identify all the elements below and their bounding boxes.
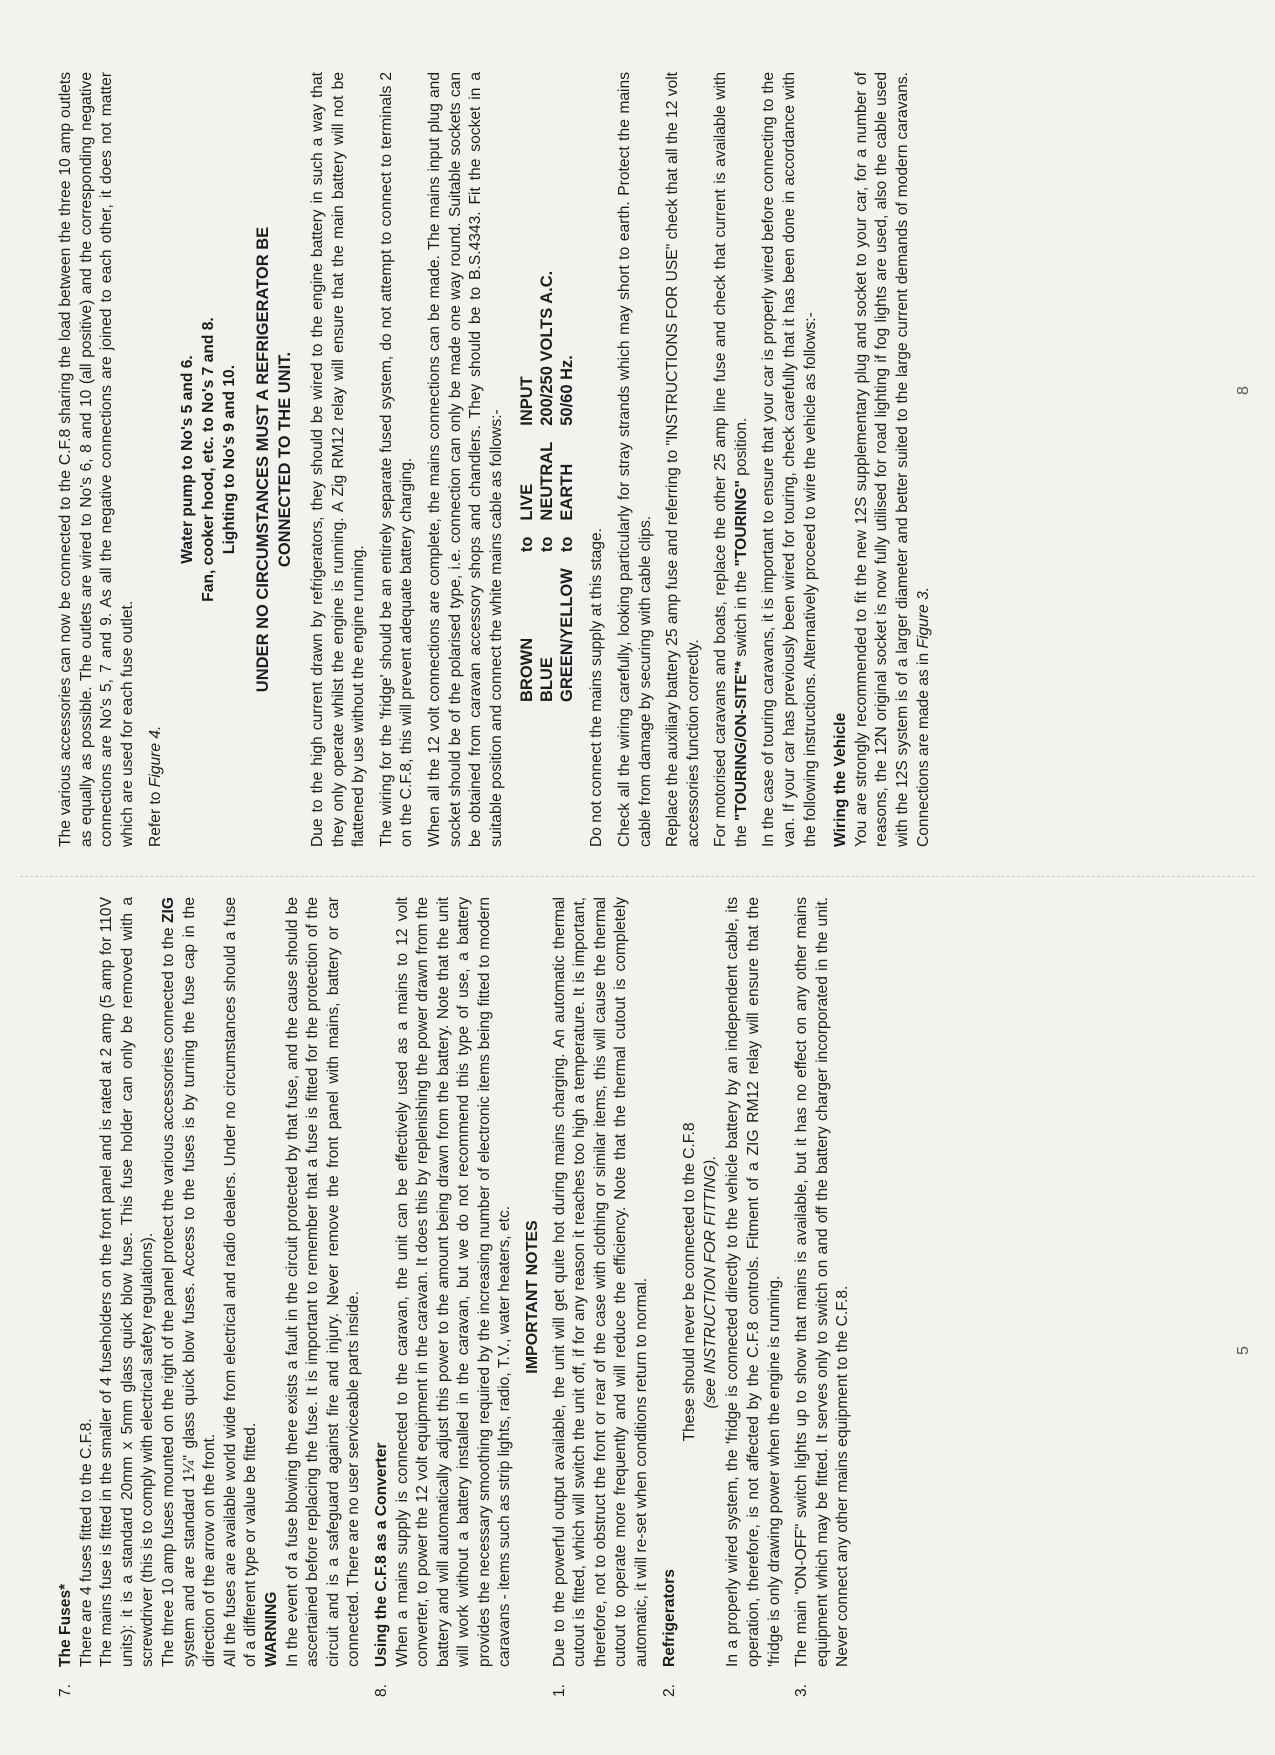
page-number: 5: [1235, 1346, 1252, 1355]
note-number: 1.: [550, 1683, 568, 1697]
section-title: Wiring the Vehicle: [832, 712, 850, 847]
left-column: [56, 897, 861, 1697]
paragraph: All the fuses are available world wide from electrical and radio dealers. Under no circumstances should a fuse of a different type or value be fitted.: [221, 897, 260, 1667]
mains-cable-table: [517, 255, 577, 702]
paragraph: There are 4 fuses fitted to the C.F.8.: [77, 1418, 95, 1667]
warning-title: WARNING: [262, 1591, 280, 1667]
connection-line: Fan, cooker hood, etc. to No's 7 and 8.: [199, 317, 217, 602]
note-reference: (see INSTRUCTION FOR FITTING).: [701, 1155, 719, 1409]
figure-reference: Refer to Figure 4.: [147, 725, 165, 847]
section-number: 7.: [57, 1683, 74, 1697]
paragraph: Do not connect the mains supply at this stage.: [588, 528, 606, 847]
paragraph: Due to the high current drawn by refrigerators, they should be wired to the engine battery in such a way that they only operate whilst the engine is running. A Zig RM12 relay will ensure that the main battery will not be flattened by use without the engine running.: [308, 72, 368, 847]
paragraph: In a properly wired system, the 'fridge is connected directly to the vehicle battery by an independent cable, its operation, therefore, is not affected by the C.F.8 controls. Fitment of a ZIG RM12 relay will ensure that the 'fridge is only drawing power when the engine is running.: [724, 897, 783, 1667]
note-number: 2.: [660, 1683, 678, 1697]
paragraph: The main "ON-OFF" switch lights up to show that mains is available, but it has no effect on any other mains equipment which may be fitted. It serves only to switch on and off the battery charger incorporated in the unit. Never connect any other mains equipment to the C.F.8.: [793, 897, 852, 1667]
connection-list: [177, 72, 240, 847]
connection-line: Lighting to No's 9 and 10.: [220, 364, 238, 555]
note-title: Refrigerators: [660, 1569, 678, 1667]
section-title: Using the C.F.8 as a Converter: [372, 1442, 390, 1667]
paragraph: The various accessories can now be connected to the C.F.8 sharing the load between the three 10 amp outlets as equally as possible. The outlets are wired to No's 6, 8 and 10 (all positive) and the corresponding negative connections are No's 5, 7 and 9. As all the negative connections are joined to each other, it does not matter which are used for each fuse outlet.: [57, 72, 136, 847]
page-number: 8: [1235, 386, 1252, 395]
page-fold: [20, 876, 1255, 877]
paragraph: For motorised caravans and boats, replace the other 25 amp line fuse and check that current is available with the "TOURING/ON-SITE"* switch in the "TOURING" position.: [712, 72, 750, 847]
refrigerator-warning: UNDER NO CIRCUMSTANCES MUST A REFRIGERATOR BE CONNECTED TO THE UNIT.: [253, 226, 294, 693]
paragraph: You are strongly recommended to fit the new 12S supplementary plug and socket to your car, for a number of reasons, the 12N original socket is now fully utilised for road lighting if fog lights are used, also the cable used with the 12S system is of a larger diameter and better suited to the large current demands of modern caravans. Connections are made as in Figure 3.: [852, 72, 932, 847]
note-line: These should never be connected to the C.F.8: [681, 1122, 699, 1442]
paragraph: Replace the auxiliary battery 25 amp fuse and referring to "INSTRUCTIONS FOR USE" check that all the 12 volt accessories function correctly.: [664, 72, 702, 847]
note-1: [550, 897, 653, 1697]
section-7: [56, 897, 365, 1697]
paragraph: The mains fuse is fitted in the smaller of 4 fuseholders on the front panel and is rated at 2 amp (5 amp for 110V units): it is a standard 20mm x 5mm glass quick blow fuse. This fuse holder can only be removed with a screwdriver (this is to comply with electrical safety regulations).: [98, 897, 157, 1667]
right-column: [56, 72, 941, 847]
paragraph: In the event of a fuse blowing there exists a fault in the circuit protected by that fuse, and the cause should be ascertained before replacing the fuse. It is important to remember that a fuse is fitted for the protection of the circuit and is a safeguard against fire and injury. Never remove the front panel with mains, battery or car connected. There are no user serviceable parts inside.: [283, 897, 363, 1667]
paragraph: Due to the powerful output available, the unit will get quite hot during mains charging. An automatic thermal cutout is fitted, which will switch the unit off, if for any reason it reaches too high a temperature. It is important, therefore, not to obstruct the front or rear of the case with clothing or similar items, this will cause the thermal cutout to operate more frequently and will reduce the efficiency. Note that the thermal cutout is completely automatic, it will re-set when conditions return to normal.: [550, 897, 651, 1667]
section-title: The Fuses*: [57, 1583, 74, 1667]
cable-row: GREEN/YELLOW to EARTH 50/60 Hz.: [558, 355, 577, 702]
cable-row: BROWN to LIVE INPUT: [518, 376, 537, 702]
connection-line: Water pump to No's 5 and 6.: [178, 355, 196, 564]
paragraph: When all the 12 volt connections are complete, the mains connections can be made. The mains input plug and socket should be of the polarised type, i.e. connection can only be made one way round. Suitable sockets can be obtained from caravan accessory shops and chandlers. They should be to B.S.4343. Fit the socket in a suitable position and connect the white mains cable as follows:-: [425, 72, 505, 847]
section-8: [372, 897, 516, 1697]
cable-row: BLUE to NEUTRAL 200/250 VOLTS A.C.: [538, 270, 557, 702]
paragraph: In the case of touring caravans, it is important to ensure that your car is properly wired before connecting to the van. If your car has previously been wired for touring, check carefully that it has been done in accordance with the following instructions. Alternatively proceed to wire the vehicle as follows:-: [760, 72, 819, 847]
note-3: [792, 897, 854, 1697]
note-number: 3.: [793, 1683, 811, 1697]
paragraph: Check all the wiring carefully, looking particularly for stray strands which may short to earth. Protect the mains cable from damage by securing with cable clips.: [615, 72, 654, 847]
important-notes-heading: IMPORTANT NOTES: [524, 1220, 542, 1374]
paragraph: The three 10 amp fuses mounted on the right of the panel protect the various accessories connected to the ZIG system and are standard 1¼" glass quick blow fuses. Access to the fuses is by turning the fuse cap in the direction of the arrow on the front.: [159, 897, 219, 1667]
paragraph: When a mains supply is connected to the caravan, the unit can be effectively used as a mains to 12 volt converter, to power the 12 volt equipment in the caravan. It does this by replenishing the power drawn from the battery and will automatically adjust this power to the amount being drawn from the battery. Note that the unit will work without a battery installed in the caravan, but we do not recommend this type of use, a battery provides the necessary smoothing required by the increasing number of electronic items being fitted to modern caravans - items such as strip lights, radio, T.V., water heaters, etc.: [393, 897, 514, 1667]
note-2: [660, 897, 786, 1697]
section-number: 8.: [372, 1683, 390, 1697]
brand-name: ZIG: [159, 897, 177, 923]
paragraph: The wiring for the 'fridge' should be an entirely separate fused system, do not attempt to connect to terminals 2 on the C.F.8, this will prevent adequate battery charging.: [377, 72, 416, 847]
